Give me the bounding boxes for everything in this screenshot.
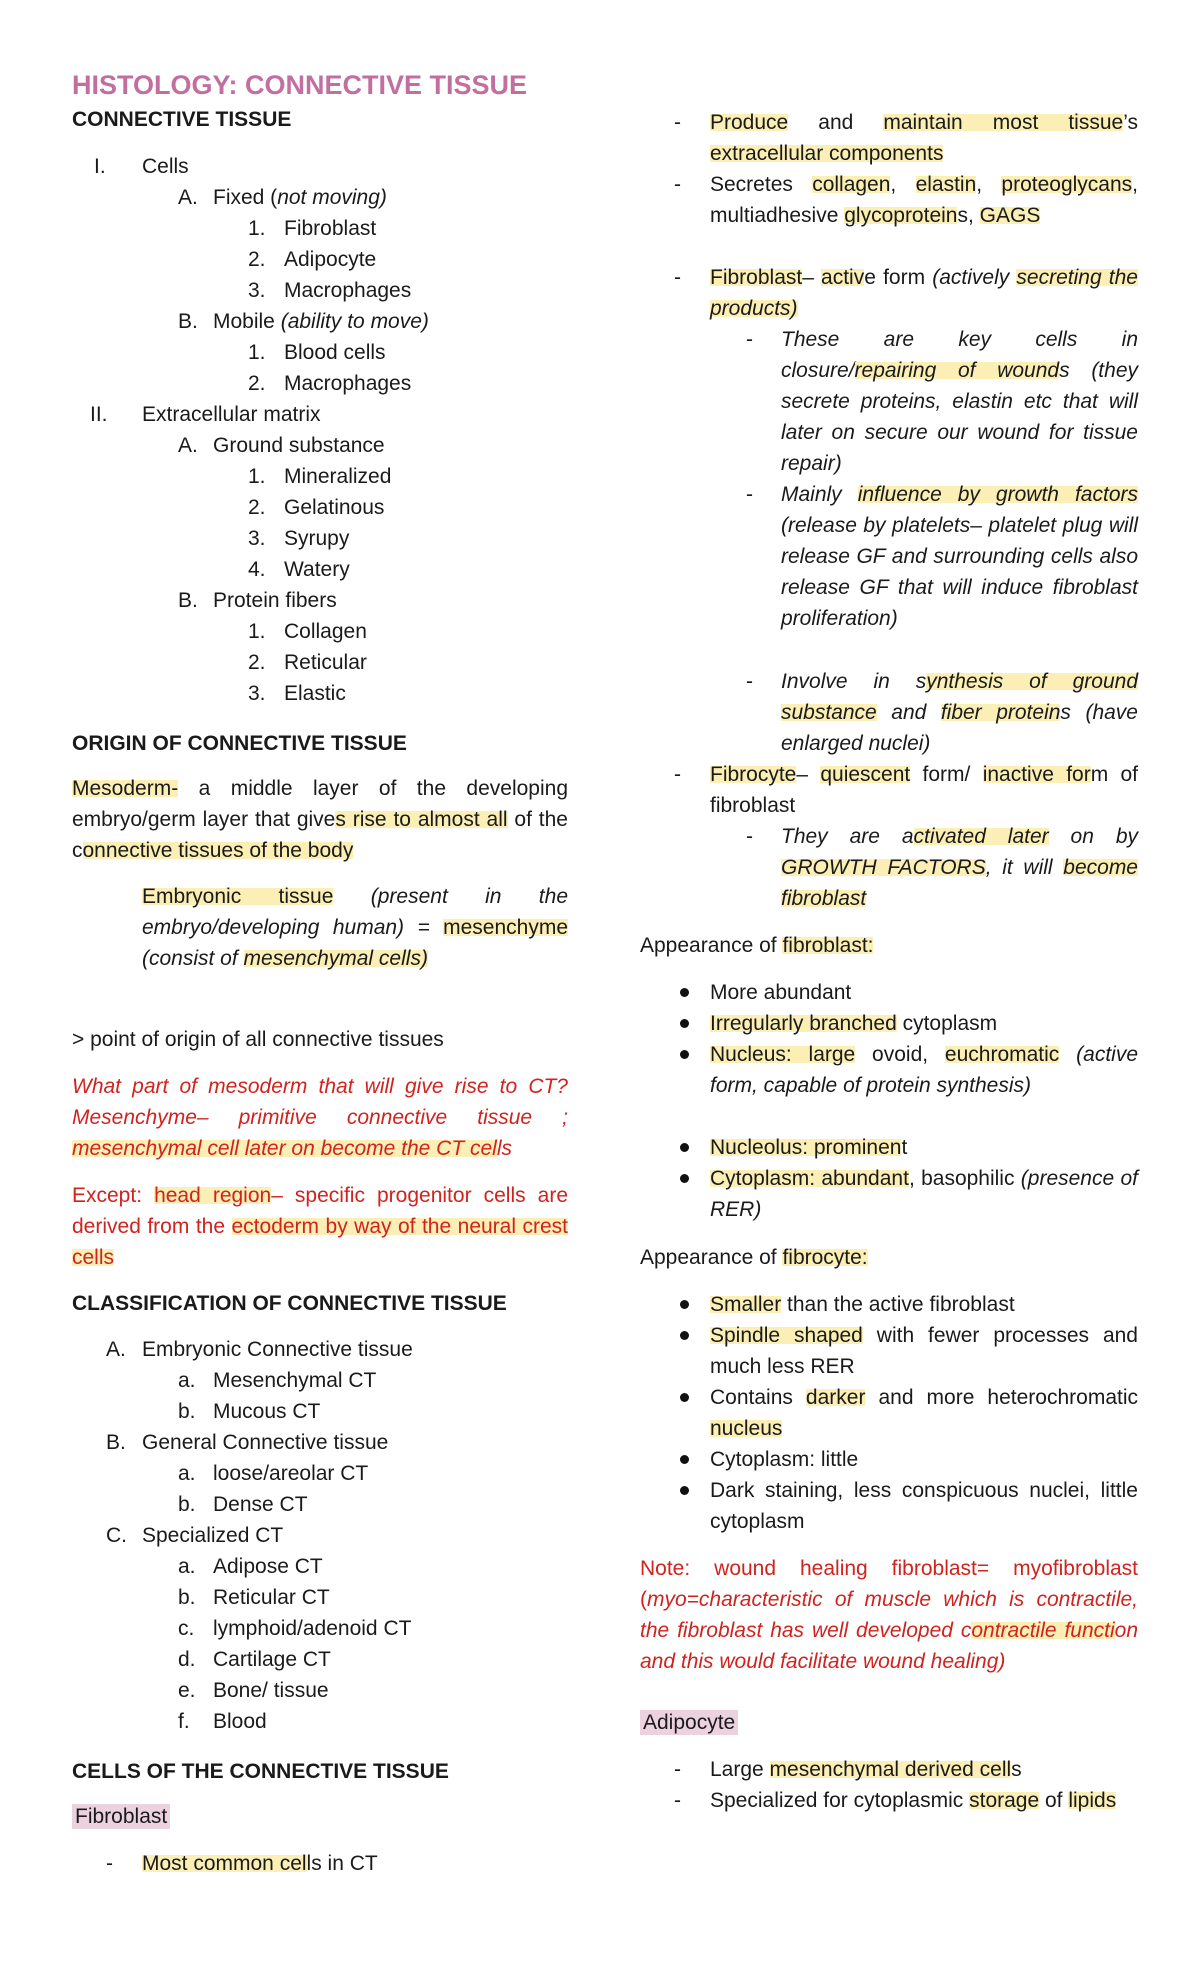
bullet	[680, 988, 689, 997]
class-mark: A.	[106, 1338, 126, 1361]
outline-item: Gelatinous	[284, 496, 385, 519]
outline-item: Watery	[284, 558, 350, 581]
dash: -	[674, 763, 681, 786]
fc-item: Spindle shaped with fewer processes and much less RER	[710, 1324, 1138, 1378]
num: 2.	[248, 496, 266, 519]
bullet	[680, 1455, 689, 1464]
class-embryonic: Embryonic Connective tissue	[142, 1338, 413, 1361]
fc-item: Cytoplasm: little	[710, 1448, 859, 1471]
letter: a.	[178, 1369, 196, 1392]
num: 4.	[248, 558, 266, 581]
note-myofibroblast: Note: wound healing fibroblast= myofibroblast (myo=characteristic of muscle which is contractile, the fibroblast has well developed contractile function and this would facilitate wound healing)	[640, 1557, 1139, 1673]
letter: f.	[178, 1710, 190, 1733]
class-item: Cartilage CT	[213, 1648, 331, 1671]
bullet	[680, 1050, 689, 1059]
outline-cells: Cells	[142, 155, 189, 178]
outline-item: Collagen	[284, 620, 367, 643]
bullet	[680, 1143, 689, 1152]
class-item: Bone/ tissue	[213, 1679, 329, 1702]
paragraph-embryonic: Embryonic tissue (present in the embryo/developing human) = mesenchyme (consist of mesenchymal cells)	[142, 885, 568, 970]
heading-origin: ORIGIN OF CONNECTIVE TISSUE	[72, 732, 407, 755]
letter: b.	[178, 1400, 196, 1423]
dash: -	[746, 328, 753, 351]
heading-connective-tissue: CONNECTIVE TISSUE	[72, 108, 292, 131]
num: 3.	[248, 279, 266, 302]
letter: e.	[178, 1679, 196, 1702]
num: 2.	[248, 651, 266, 674]
tag-adipocyte: Adipocyte	[640, 1710, 738, 1735]
dash: -	[674, 1789, 681, 1812]
paragraph-except: Except: head region– specific progenitor cells are derived from the ectoderm by way of the neural crest cells	[72, 1184, 568, 1269]
class-item: Dense CT	[213, 1493, 308, 1516]
heading-cells: CELLS OF THE CONNECTIVE TISSUE	[72, 1760, 449, 1783]
paragraph-mesoderm: Mesoderm- a middle layer of the developing embryo/germ layer that gives rise to almost all of the connective tissues of the body	[72, 777, 568, 862]
letter: b.	[178, 1493, 196, 1516]
num: 1.	[248, 217, 266, 240]
outline-fixed: Fixed (not moving)	[213, 186, 387, 209]
outline-item: Adipocyte	[284, 248, 377, 271]
item-produce: Produce and maintain most tissue’s extracellular components	[710, 111, 1138, 165]
letter: a.	[178, 1555, 196, 1578]
paragraph-point: > point of origin of all connective tissues	[72, 1028, 444, 1051]
most-common: Most common cells in CT	[142, 1852, 378, 1875]
class-specialized: Specialized CT	[142, 1524, 284, 1547]
item-fibroblast-active: Fibroblast– active form (actively secreting the products)	[710, 266, 1138, 320]
paragraph-question: What part of mesoderm that will give rise to CT? Mesenchyme– primitive connective tissue ; mesenchymal cell later on become the CT cells	[72, 1075, 568, 1160]
dash: -	[674, 266, 681, 289]
letter: a.	[178, 1462, 196, 1485]
outline-item: Reticular	[284, 651, 367, 674]
fb-item: Cytoplasm: abundant, basophilic (presence of RER)	[710, 1167, 1138, 1221]
item-influence: Mainly influence by growth factors (release by platelets– platelet plug will release GF and surrounding cells also release GF that will induce fibroblast proliferation)	[781, 483, 1138, 630]
outline-item: Elastic	[284, 682, 346, 705]
outline-fibers: Protein fibers	[213, 589, 337, 612]
item-key-cells: These are key cells in closure/repairing of wounds (they secrete proteins, elastin etc that will later on secure our wound for tissue repair)	[781, 328, 1138, 475]
dash: -	[674, 1758, 681, 1781]
bullet	[680, 1331, 689, 1340]
dash: -	[746, 483, 753, 506]
letter: d.	[178, 1648, 196, 1671]
class-general: General Connective tissue	[142, 1431, 389, 1454]
item-activated: They are activated later on by GROWTH FACTORS, it will become fibroblast	[781, 825, 1138, 910]
num: 2.	[248, 372, 266, 395]
outline-item: Mineralized	[284, 465, 392, 488]
bullet	[680, 1174, 689, 1183]
fb-item: Irregularly branched cytoplasm	[710, 1012, 998, 1035]
outline-mark-b2: B.	[178, 589, 198, 612]
letter: b.	[178, 1586, 196, 1609]
outline-mark-i: I.	[94, 155, 106, 178]
dash: -	[674, 173, 681, 196]
bullet	[680, 1393, 689, 1402]
outline-ground: Ground substance	[213, 434, 385, 457]
page-title: HISTOLOGY: CONNECTIVE TISSUE	[72, 70, 528, 100]
fc-item: Smaller than the active fibroblast	[710, 1293, 1015, 1316]
class-item: Mucous CT	[213, 1400, 321, 1423]
fc-item: Dark staining, less conspicuous nuclei, little cytoplasm	[710, 1479, 1138, 1533]
class-item: Blood	[213, 1710, 267, 1733]
adipo-item: Large mesenchymal derived cells	[710, 1758, 1022, 1781]
class-item: Mesenchymal CT	[213, 1369, 377, 1392]
outline-mark-a: A.	[178, 186, 198, 209]
num: 2.	[248, 248, 266, 271]
class-item: Reticular CT	[213, 1586, 330, 1609]
class-item: lymphoid/adenoid CT	[213, 1617, 412, 1640]
num: 1.	[248, 341, 266, 364]
outline-mobile: Mobile (ability to move)	[213, 310, 429, 333]
dash: -	[746, 670, 753, 693]
outline-item: Syrupy	[284, 527, 350, 550]
class-mark: B.	[106, 1431, 126, 1454]
num: 1.	[248, 620, 266, 643]
bullet	[680, 1300, 689, 1309]
num: 1.	[248, 465, 266, 488]
outline-item: Macrophages	[284, 372, 412, 395]
adipo-item: Specialized for cytoplasmic storage of lipids	[710, 1789, 1117, 1812]
item-secretes: Secretes collagen, elastin, proteoglycans, multiadhesive glycoproteins, GAGS	[710, 173, 1138, 227]
letter: c.	[178, 1617, 195, 1640]
outline-mark-ii: II.	[90, 403, 108, 426]
fc-item: Contains darker and more heterochromatic nucleus	[710, 1386, 1138, 1440]
appearance-fibrocyte: Appearance of fibrocyte:	[640, 1246, 868, 1269]
outline-ecm: Extracellular matrix	[142, 403, 321, 426]
class-item: Adipose CT	[213, 1555, 323, 1578]
class-mark: C.	[106, 1524, 127, 1547]
heading-classification: CLASSIFICATION OF CONNECTIVE TISSUE	[72, 1292, 507, 1315]
outline-mark-a2: A.	[178, 434, 198, 457]
bullet	[680, 1486, 689, 1495]
item-fibrocyte: Fibrocyte– quiescent form/ inactive form of fibroblast	[710, 763, 1139, 817]
tag-fibroblast: Fibroblast	[72, 1804, 170, 1829]
dash: -	[674, 111, 681, 134]
outline-item: Fibroblast	[284, 217, 377, 240]
outline-item: Macrophages	[284, 279, 412, 302]
item-involve: Involve in synthesis of ground substance and fiber proteins (have enlarged nuclei)	[781, 670, 1138, 755]
num: 3.	[248, 682, 266, 705]
appearance-fibroblast: Appearance of fibroblast:	[640, 934, 874, 957]
outline-mark-b: B.	[178, 310, 198, 333]
dash: -	[106, 1852, 113, 1875]
bullet	[680, 1019, 689, 1028]
num: 3.	[248, 527, 266, 550]
class-item: loose/areolar CT	[213, 1462, 369, 1485]
fb-item: More abundant	[710, 981, 852, 1004]
fb-item: Nucleus: large ovoid, euchromatic (active form, capable of protein synthesis)	[710, 1043, 1138, 1097]
fb-item: Nucleolus: prominent	[710, 1136, 908, 1159]
dash: -	[746, 825, 753, 848]
outline-item: Blood cells	[284, 341, 386, 364]
